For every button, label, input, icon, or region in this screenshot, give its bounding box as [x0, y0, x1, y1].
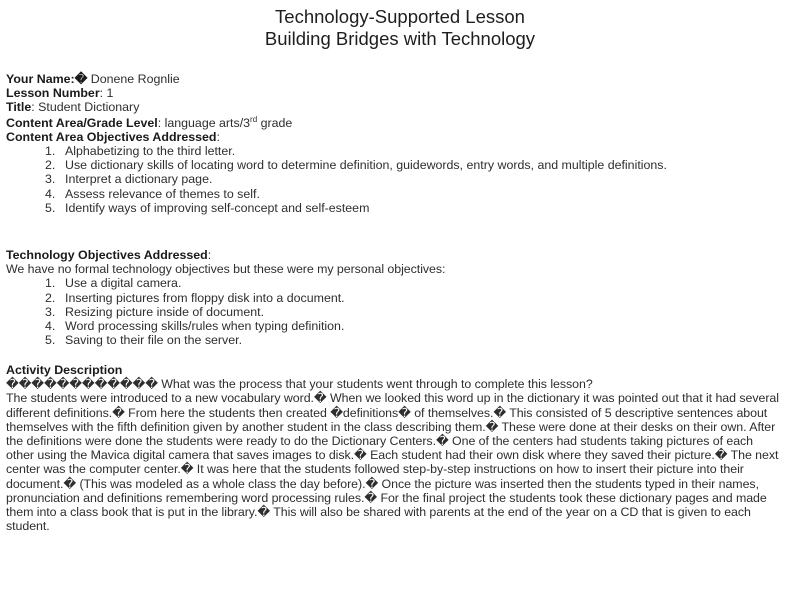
item-number: 3.: [45, 172, 56, 187]
heading-colon: :: [216, 129, 220, 144]
heading-colon: :: [207, 248, 212, 263]
technology-objectives-list: [6, 276, 796, 347]
list-item: [6, 319, 796, 333]
activity-description-heading: [6, 363, 796, 377]
paragraph-line: The students were introduced to a new vocabulary word.� When we looked this word up in the dictionary it was pointed out that it had several: [6, 391, 779, 406]
item-text: Inserting pictures from floppy disk into a document.: [65, 290, 345, 305]
value-suffix: grade: [257, 115, 293, 130]
item-number: 5.: [45, 200, 56, 215]
field-separator: :: [31, 100, 39, 115]
technology-objectives-intro: We have no formal technology objectives but these were my personal objectives:: [6, 262, 446, 277]
heading-text: Content Area Objectives Addressed: [6, 129, 217, 144]
item-text: Interpret a dictionary page.: [65, 172, 213, 187]
list-item: [6, 333, 796, 347]
field-content-area: [6, 116, 796, 130]
field-separator: :: [157, 115, 165, 130]
paragraph-line: pronunciation and definitions remembering word processing rules.� For the final project the students took these dictionary pages and made: [6, 490, 767, 505]
item-text: Assess relevance of themes to self.: [65, 186, 260, 201]
paragraph-line: other using the Mavica digital camera that saves images to disk.� Each student had their own disk where they saved their picture.� The next: [6, 448, 779, 463]
activity-paragraph: [6, 391, 796, 533]
title-line-1: Technology-Supported Lesson: [275, 6, 525, 27]
paragraph-line: them into a class book that is put in the library.� This will also be shared with parents at the end of the year on a CD that is given to each: [6, 504, 751, 519]
item-text: Use a digital camera.: [65, 276, 182, 291]
item-number: 4.: [45, 319, 56, 334]
item-number: 5.: [45, 333, 56, 348]
item-text: Word processing skills/rules when typing definition.: [65, 319, 345, 334]
list-item: [6, 305, 796, 319]
item-number: 4.: [45, 186, 56, 201]
item-number: 2.: [45, 158, 56, 173]
field-value: Student Dictionary: [38, 100, 140, 115]
paragraph-line: center was the computer center.� It was here that the students followed step-by-step instructions on how to insert their picture into their: [6, 462, 744, 477]
activity-question: ������������ What was the process that your students went through to complete this lesson?: [6, 377, 593, 392]
paragraph-line: document.� (This was modeled as a whole class the day before).� Once the picture was inserted then the students typed in their names,: [6, 476, 759, 491]
list-item: [6, 172, 796, 186]
field-value: [165, 116, 293, 130]
item-text: Resizing picture inside of document.: [65, 304, 265, 319]
field-lesson-number: [6, 86, 796, 100]
ordinal-superscript: rd: [250, 114, 258, 124]
spacer: [6, 347, 796, 363]
field-value: 1: [106, 86, 114, 101]
value-prefix: language arts/3: [164, 115, 251, 130]
field-your-name: [6, 72, 796, 86]
content-objectives-list: [6, 144, 796, 215]
list-item: [6, 158, 796, 172]
item-text: Saving to their file on the server.: [65, 333, 243, 348]
list-item: [6, 187, 796, 201]
spacer: [6, 215, 796, 248]
title-line-2: Building Bridges with Technology: [264, 28, 536, 49]
paragraph-line: the definitions were done the students were ready to do the Dictionary Centers.� One of the centers had students taking pictures of each: [6, 433, 754, 448]
list-item: [6, 276, 796, 290]
heading-text: Technology Objectives Addressed: [6, 248, 208, 263]
document-body: [6, 72, 796, 533]
item-number: 1.: [45, 276, 56, 291]
document-title: [0, 6, 800, 50]
list-item: [6, 144, 796, 158]
list-item: [6, 291, 796, 305]
item-text: Alphabetizing to the third letter.: [65, 144, 236, 159]
list-item: [6, 201, 796, 215]
paragraph-line: student.: [6, 519, 50, 534]
field-label: Lesson Number: [6, 86, 100, 101]
field-value: Donene Rognlie: [90, 72, 180, 86]
field-label: Your Name: [6, 72, 71, 86]
field-title: [6, 100, 796, 114]
item-text: Use dictionary skills of locating word to determine definition, guidewords, entry words, and multiple definitions.: [65, 158, 667, 173]
field-separator: :�: [70, 72, 91, 86]
content-objectives-heading: [6, 130, 796, 144]
item-text: Identify ways of improving self-concept and self-esteem: [65, 200, 370, 215]
heading-text: Activity Description: [6, 362, 123, 377]
item-number: 2.: [45, 290, 56, 305]
item-number: 1.: [45, 144, 56, 159]
item-number: 3.: [45, 304, 56, 319]
field-label: Content Area/Grade Level: [6, 115, 158, 130]
paragraph-line: different definitions.� From here the students then created �definitions� of themselves.� This consisted of 5 descriptive sentences about: [6, 405, 768, 420]
field-label: Title: [6, 100, 32, 115]
field-separator: :: [99, 86, 107, 101]
technology-objectives-heading: [6, 248, 796, 262]
paragraph-line: themselves with the fifth definition given by another student in the class describing them.� These were done at their desks on their own. After: [6, 419, 776, 434]
